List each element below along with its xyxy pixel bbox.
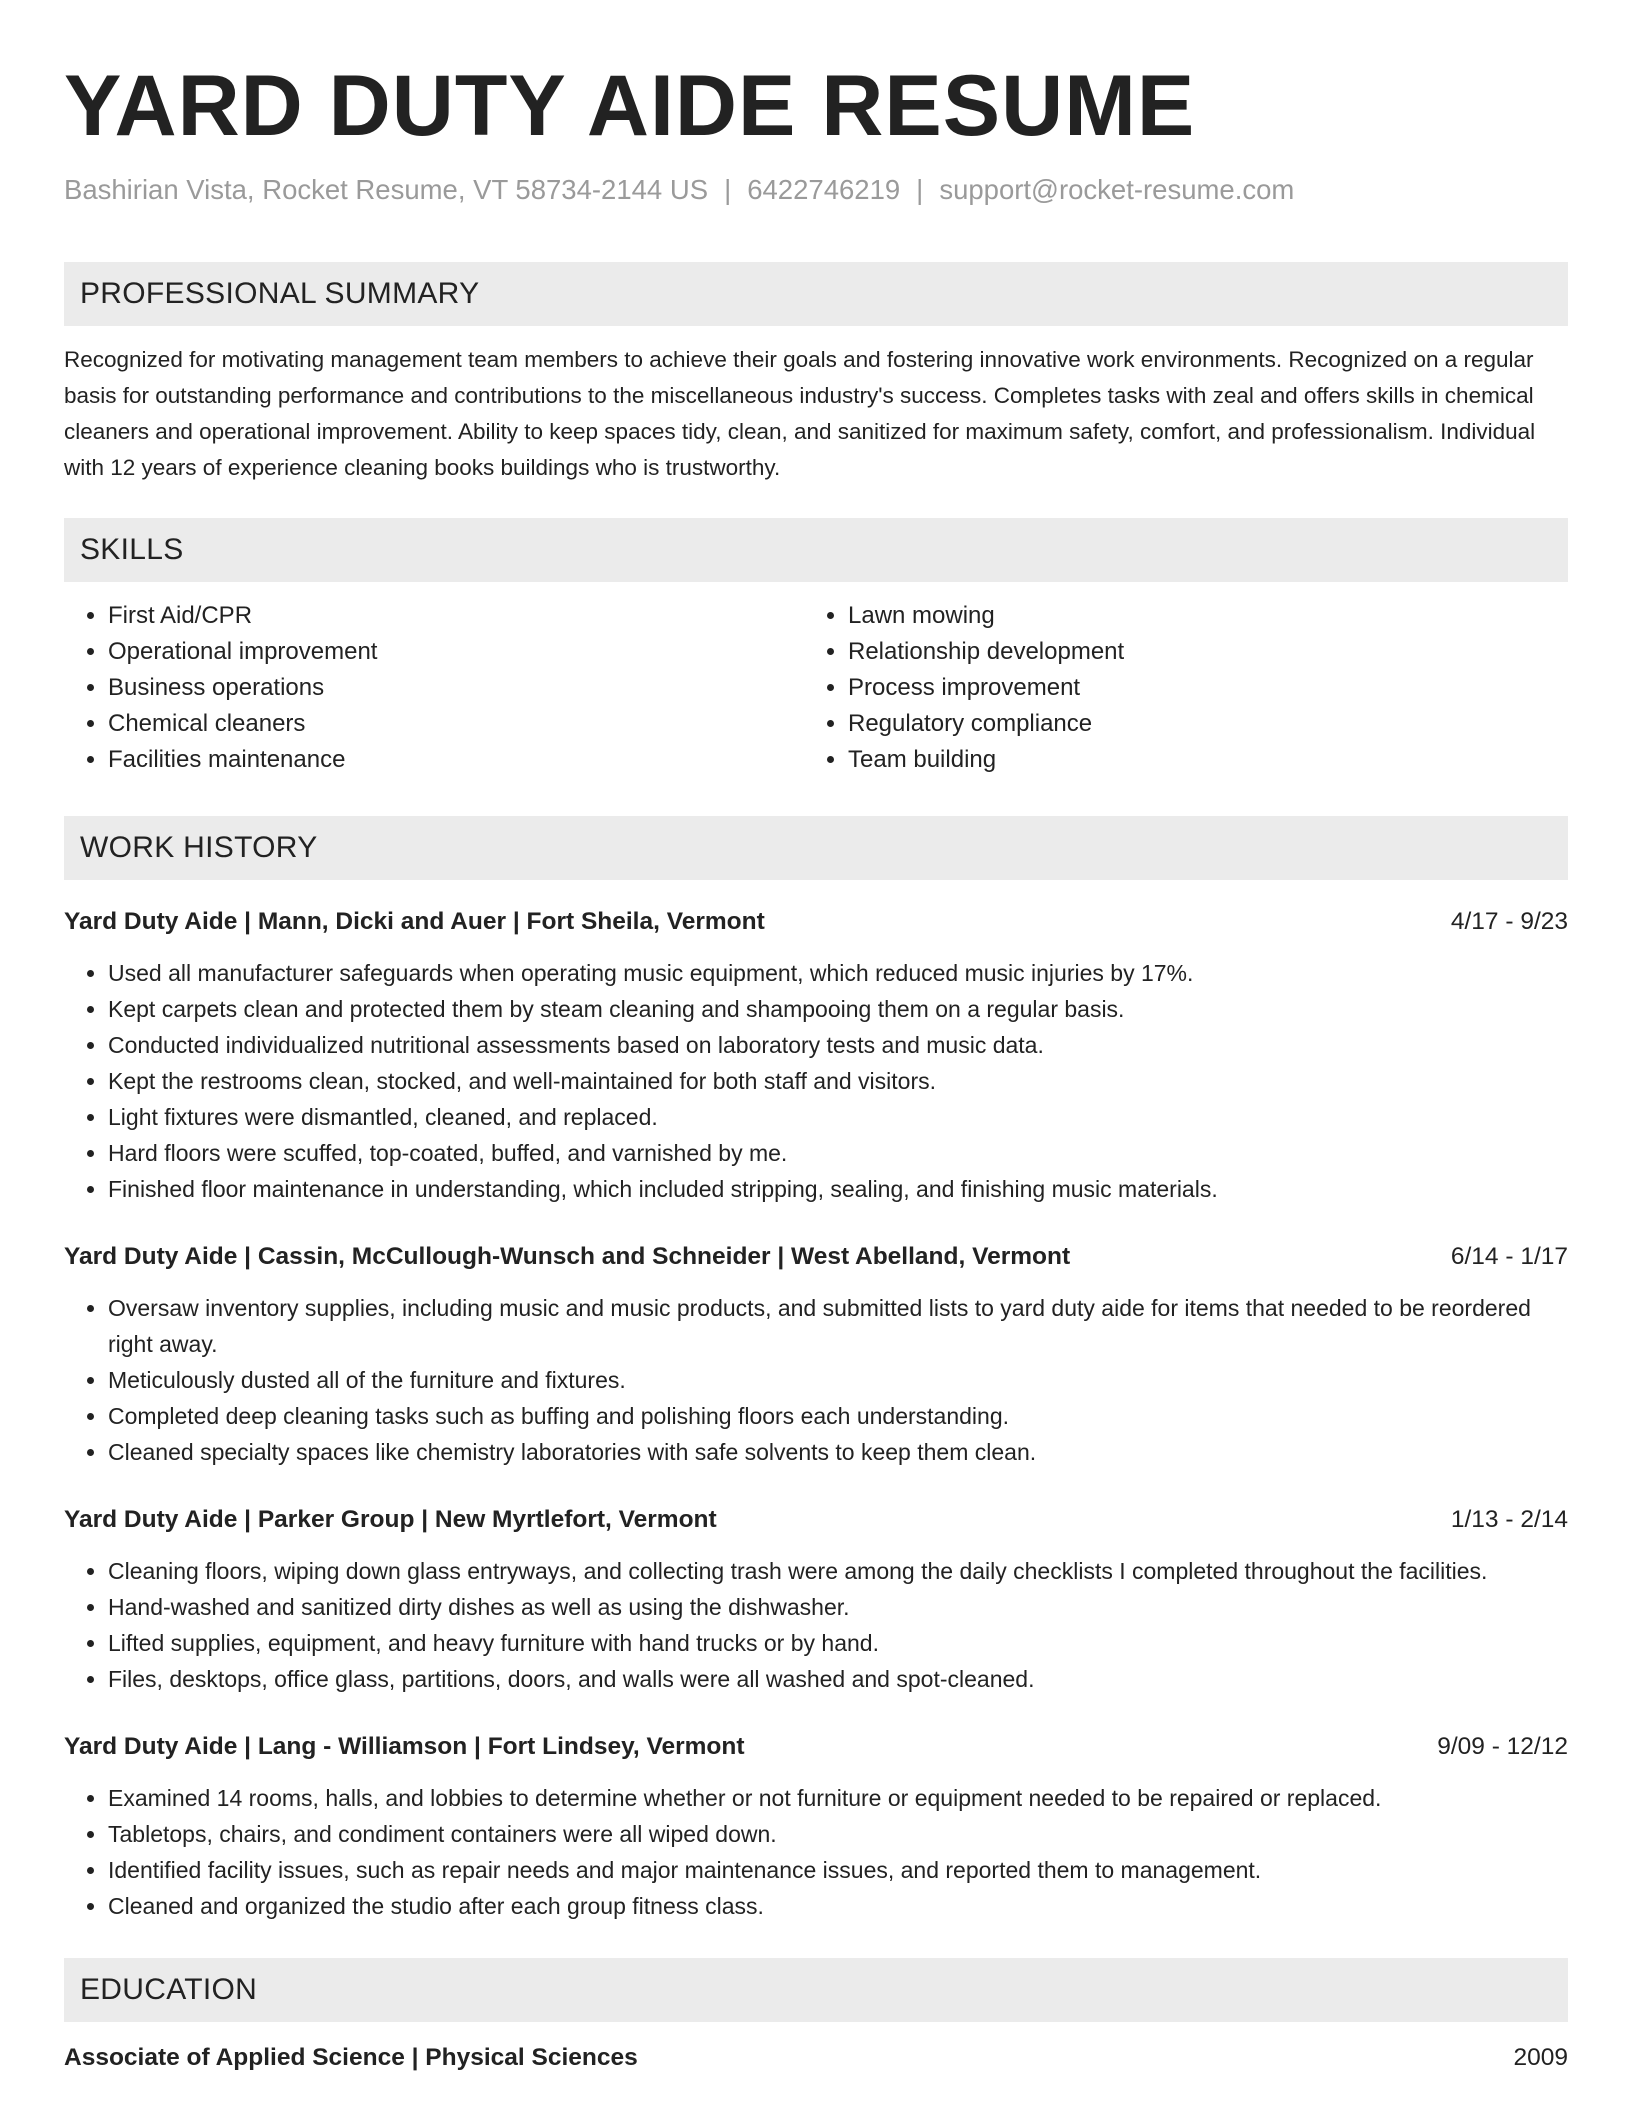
- contact-email: support@rocket-resume.com: [939, 174, 1295, 205]
- job-bullet: • Cleaned specialty spaces like chemistry laboratories with safe solvents to keep them clean.: [108, 1434, 1568, 1470]
- job-bullet: • Conducted individualized nutritional assessments based on laboratory tests and music data.: [108, 1027, 1568, 1063]
- job-bullets: [64, 955, 1568, 1207]
- job-entry: [64, 1239, 1568, 1470]
- job-title: Yard Duty Aide | Mann, Dicki and Auer | Fort Sheila, Vermont: [64, 908, 765, 935]
- job-bullet: • Finished floor maintenance in understanding, which included stripping, sealing, and finishing music materials.: [108, 1171, 1568, 1207]
- skill-item: • Relationship development: [848, 634, 1544, 670]
- job-title: Yard Duty Aide | Lang - Williamson | Fort Lindsey, Vermont: [64, 1733, 745, 1760]
- job-dates: 1/13 - 2/14: [1450, 1506, 1568, 1533]
- job-entry: [64, 1502, 1568, 1697]
- section-heading-professional-summary: PROFESSIONAL SUMMARY: [64, 262, 1568, 326]
- job-bullet: • Light fixtures were dismantled, cleaned, and replaced.: [108, 1099, 1568, 1135]
- job-bullet: • Kept the restrooms clean, stocked, and well-maintained for both staff and visitors.: [108, 1063, 1568, 1099]
- job-bullet: • Lifted supplies, equipment, and heavy furniture with hand trucks or by hand.: [108, 1625, 1568, 1661]
- job-bullets: [64, 1290, 1568, 1470]
- section-heading-education: EDUCATION: [64, 1958, 1568, 2022]
- job-bullet: • Hard floors were scuffed, top-coated, buffed, and varnished by me.: [108, 1135, 1568, 1171]
- job-bullet: • Identified facility issues, such as repair needs and major maintenance issues, and reported them to management.: [108, 1852, 1568, 1888]
- skills-column-left: [64, 598, 804, 778]
- job-bullet: • Kept carpets clean and protected them by steam cleaning and shampooing them on a regular basis.: [108, 991, 1568, 1027]
- job-header: [64, 1502, 1568, 1538]
- skill-item: • Chemical cleaners: [108, 706, 804, 742]
- job-title: Yard Duty Aide | Parker Group | New Myrtlefort, Vermont: [64, 1506, 717, 1533]
- job-bullets: [64, 1553, 1568, 1697]
- skill-item: • Lawn mowing: [848, 598, 1544, 634]
- resume-title: YARD DUTY AIDE RESUME: [64, 58, 1196, 154]
- job-dates: 9/09 - 12/12: [1437, 1733, 1568, 1760]
- contact-line: [64, 170, 1568, 210]
- contact-address: Bashirian Vista, Rocket Resume, VT 58734-2144 US: [64, 174, 709, 205]
- contact-separator: |: [724, 174, 732, 205]
- job-dates: 4/17 - 9/23: [1450, 908, 1568, 935]
- skill-item: • Facilities maintenance: [108, 742, 804, 778]
- job-bullet: • Cleaning floors, wiping down glass entryways, and collecting trash were among the daily checklists I completed throughout the facilities.: [108, 1553, 1568, 1589]
- job-entry: [64, 904, 1568, 1207]
- job-dates: 6/14 - 1/17: [1450, 1243, 1568, 1270]
- summary-text: Recognized for motivating management team members to achieve their goals and fostering innovative work environments. Recognized on a regular basis for outstanding performance and contributions to the miscellaneous industry's success. Completes tasks with zeal and offers skills in chemical cleaners and operational improvement. Ability to keep spaces tidy, clean, and sanitized for maximum safety, comfort, and professionalism. Individual with 12 years of experience cleaning books buildings who is trustworthy.: [64, 347, 1536, 480]
- skill-item: • Regulatory compliance: [848, 706, 1544, 742]
- skill-item: • First Aid/CPR: [108, 598, 804, 634]
- contact-phone: 6422746219: [747, 174, 901, 205]
- job-header: [64, 1729, 1568, 1765]
- job-bullet: • Oversaw inventory supplies, including music and music products, and submitted lists to yard duty aide for items that needed to be reordered right away.: [108, 1290, 1568, 1362]
- skill-item: • Business operations: [108, 670, 804, 706]
- section-heading-skills: SKILLS: [64, 518, 1568, 582]
- job-header: [64, 1239, 1568, 1275]
- skill-item: • Process improvement: [848, 670, 1544, 706]
- job-bullet: • Hand-washed and sanitized dirty dishes as well as using the dishwasher.: [108, 1589, 1568, 1625]
- skills-list: [64, 598, 1568, 778]
- job-bullet: • Examined 14 rooms, halls, and lobbies to determine whether or not furniture or equipment needed to be repaired or replaced.: [108, 1780, 1568, 1816]
- job-bullet: • Cleaned and organized the studio after each group fitness class.: [108, 1888, 1568, 1924]
- education-year: 2009: [1513, 2044, 1568, 2071]
- job-entry: [64, 1729, 1568, 1924]
- job-bullet: • Tabletops, chairs, and condiment containers were all wiped down.: [108, 1816, 1568, 1852]
- skills-column-right: [804, 598, 1544, 778]
- education-entry: [64, 2040, 1568, 2076]
- job-bullet: • Used all manufacturer safeguards when operating music equipment, which reduced music injuries by 17%.: [108, 955, 1568, 991]
- contact-separator: |: [916, 174, 924, 205]
- job-header: [64, 904, 1568, 940]
- skill-item: • Operational improvement: [108, 634, 804, 670]
- job-bullets: [64, 1780, 1568, 1924]
- education-degree: Associate of Applied Science | Physical Sciences: [64, 2044, 638, 2071]
- job-bullet: • Completed deep cleaning tasks such as buffing and polishing floors each understanding.: [108, 1398, 1568, 1434]
- job-title: Yard Duty Aide | Cassin, McCullough-Wunsch and Schneider | West Abelland, Vermont: [64, 1243, 1071, 1270]
- job-bullet: • Meticulously dusted all of the furniture and fixtures.: [108, 1362, 1568, 1398]
- job-bullet: • Files, desktops, office glass, partitions, doors, and walls were all washed and spot-cleaned.: [108, 1661, 1568, 1697]
- skill-item: • Team building: [848, 742, 1544, 778]
- section-heading-work-history: WORK HISTORY: [64, 816, 1568, 880]
